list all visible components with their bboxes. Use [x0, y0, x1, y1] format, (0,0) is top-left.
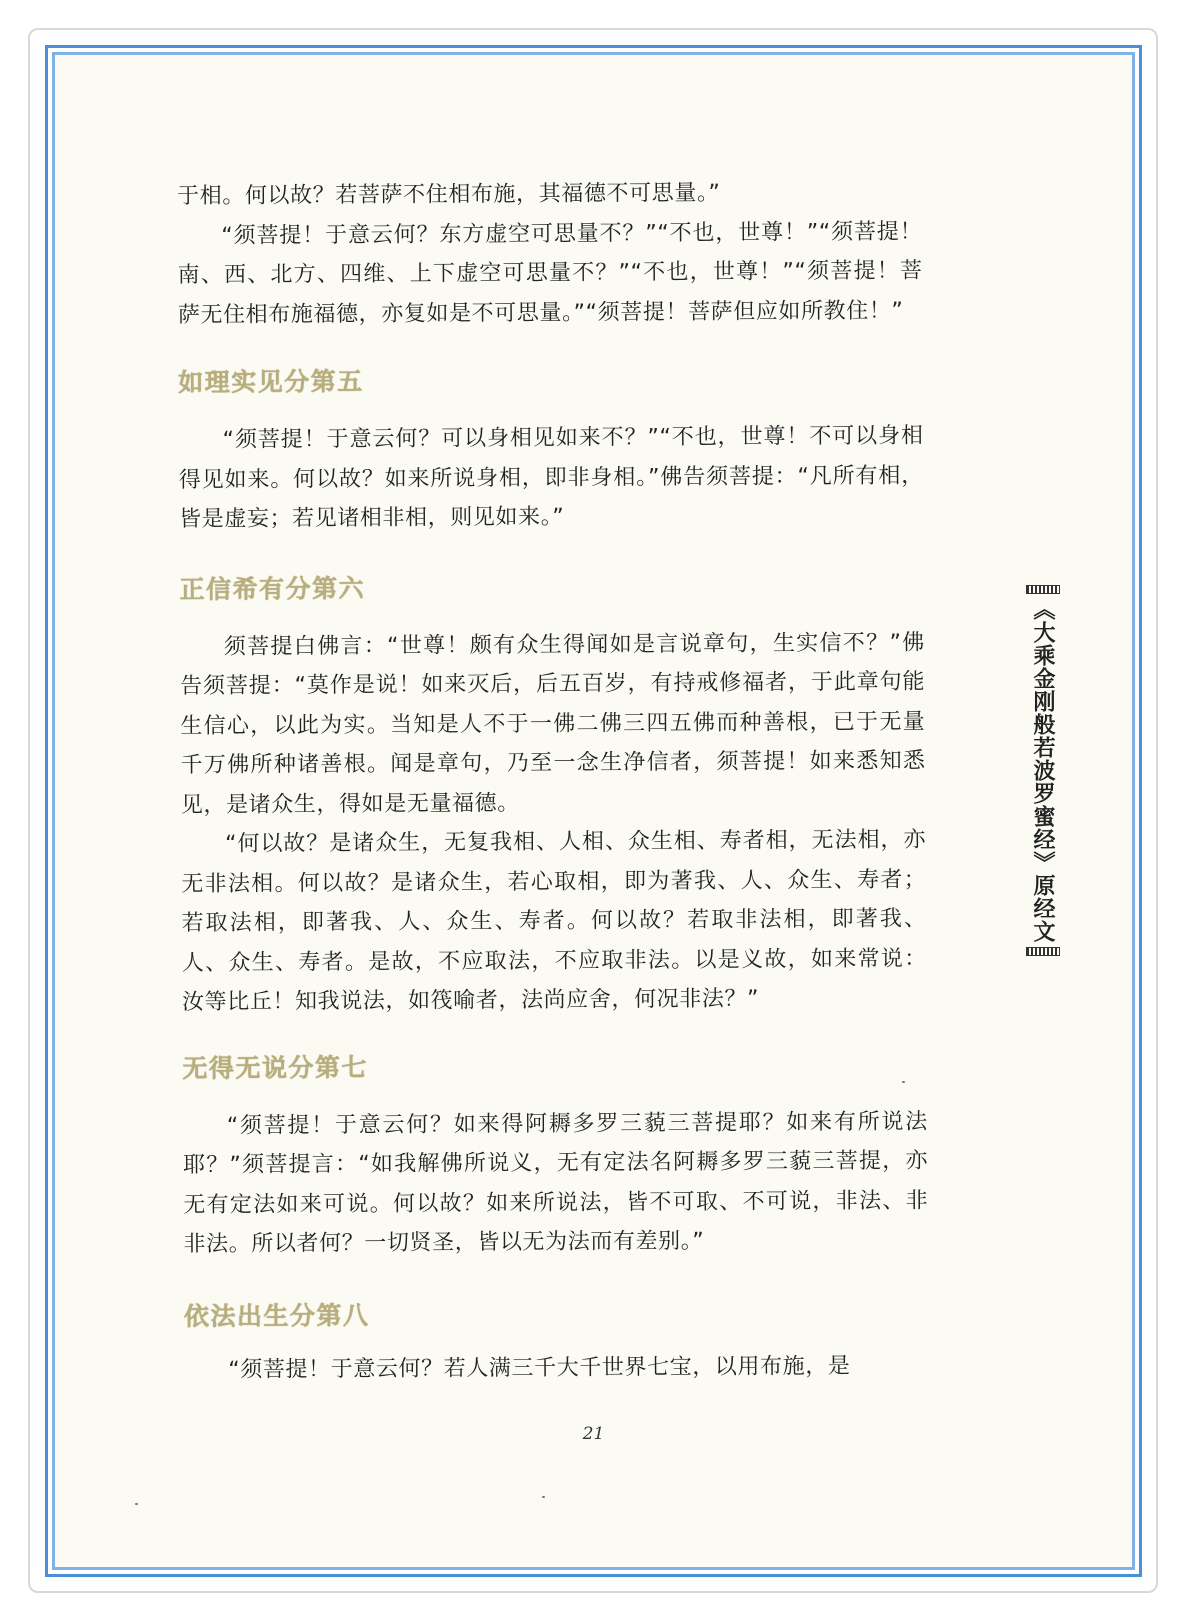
page-number: 21	[582, 1424, 605, 1444]
paragraph: “须菩提！于意云何？可以身相见如来不？”“不也，世尊！不可以身相得见如来。何以故？如来所说身相，即非身相。”佛告须菩提：“凡所有相，皆是虚妄；若见诸相非相，则见如来。”	[178, 423, 924, 532]
side-title-bottom-ornament	[1026, 947, 1060, 956]
paragraph: 于相。何以故？若菩萨不住相布施，其福德不可思量。”	[177, 180, 721, 209]
section-heading: 依法出生分第八	[183, 1300, 370, 1331]
paragraph: “须菩提！于意云何？如来得阿耨多罗三藐三菩提耶？如来有所说法耶？”须菩提言：“如我解佛所说义，无有定法名阿耨多罗三藐三菩提，亦无有定法如来可说。何以故？如来所说法，皆不可取、不可说，非法、非非法。所以者何？一切贤圣，皆以无为法而有差别。”	[182, 1108, 929, 1257]
paragraph: “何以故？是诸众生，无复我相、人相、众生相、寿者相，无法相，亦无非法相。何以故？是诸众生，若心取相，即为著我、人、众生、寿者；若取法相，即著我、人、众生、寿者。何以故？若取非法相，即著我、人、众生、寿者。是故，不应取法，不应取非法。以是义故，如来常说：汝等比丘！知我说法，如筏喻者，法尚应舍，何况非法？”	[181, 827, 927, 1015]
paragraph: 须菩提白佛言：“世尊！颇有众生得闻如是言说章句，生实信不？”佛告须菩提：“莫作是说！如来灭后，后五百岁，有持戒修福者，于此章句能生信心，以此为实。当知是人不于一佛二佛三四五佛而种善根，已于无量千万佛所种诸善根。闻是章句，乃至一念生净信者，须菩提！如来悉知悉见，是诸众生，得如是无量福德。	[180, 629, 926, 818]
side-title-text: 《大乘金刚般若波罗蜜经》原经文	[1030, 598, 1056, 943]
section-heading: 正信希有分第六	[179, 573, 366, 604]
scan-speck	[135, 1503, 138, 1505]
sutra-text	[177, 172, 929, 1390]
side-title-tab	[1020, 585, 1066, 956]
paragraph: “须菩提！于意云何？东方虚空可思量不？”“不也，世尊！”“须菩提！南、西、北方、四维、上下虚空可思量不？”“不也，世尊！”“须菩提！菩萨无住相布施福德，亦复如是不可思量。”“须菩提！菩萨但应如所教住！”	[177, 218, 923, 328]
section-heading: 无得无说分第七	[182, 1052, 369, 1083]
book-page	[57, 57, 1130, 1565]
section-heading: 如理实见分第五	[178, 366, 364, 397]
side-title-top-ornament	[1026, 585, 1060, 594]
scan-speck	[902, 1081, 905, 1083]
scan-speck	[542, 1496, 545, 1498]
paragraph: “须菩提！于意云何？若人满三千大千世界七宝，以用布施，是	[228, 1353, 851, 1383]
